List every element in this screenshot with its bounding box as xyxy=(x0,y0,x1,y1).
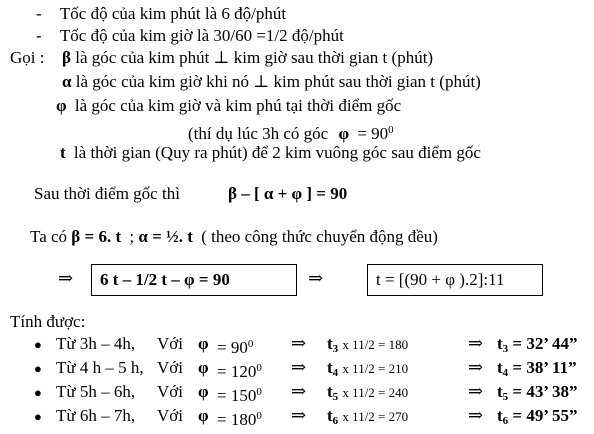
result-voi: Với xyxy=(157,406,183,425)
definition-phi xyxy=(56,96,401,116)
result-angle xyxy=(217,358,262,382)
alpha-symbol: α xyxy=(62,72,72,91)
result-range: Từ 3h – 4h, xyxy=(56,334,136,353)
result-value xyxy=(497,406,578,431)
phi-symbol: φ xyxy=(198,334,209,353)
angle-value: = 150 xyxy=(217,386,257,405)
example-text: (thí dụ lúc 3h có góc xyxy=(188,124,329,143)
angle-value: = 180 xyxy=(217,410,257,429)
equation-box-1 xyxy=(91,264,297,296)
phi-symbol: φ xyxy=(56,96,67,115)
implies-arrow: ⇒ xyxy=(291,405,307,425)
result-time: = 49’ 55” xyxy=(512,406,578,425)
implies-arrow: ⇒ xyxy=(291,333,307,353)
calc-text: x 11/2 = 270 xyxy=(342,409,409,424)
result-angle xyxy=(217,382,262,406)
definition-text: là góc của kim giờ và kim phú tại thời điểm gốc xyxy=(74,96,402,115)
t-symbol: t xyxy=(60,143,66,162)
t-symbol: t xyxy=(327,334,333,353)
result-t-calc xyxy=(327,382,408,407)
calc-text: x 11/2 = 240 xyxy=(342,385,409,400)
implies-arrow: ⇒ xyxy=(468,381,484,401)
implies-arrow: ⇒ xyxy=(468,357,484,377)
t-symbol: t xyxy=(327,406,333,425)
intro-text: Tốc độ của kim giờ là 30/60 =1/2 độ/phút xyxy=(59,26,344,45)
intro-line-2 xyxy=(36,26,344,46)
t-symbol: t xyxy=(497,406,503,425)
equation-box-2 xyxy=(367,264,543,296)
implies-arrow: ⇒ xyxy=(291,357,307,377)
dash: - xyxy=(36,26,42,45)
degree-sup: 0 xyxy=(256,410,262,422)
t-symbol: t xyxy=(327,382,333,401)
example-line xyxy=(188,120,394,144)
implies-arrow: ⇒ xyxy=(468,333,484,353)
tinh-duoc: Tính được: xyxy=(10,312,86,331)
calc-text: x 11/2 = 180 xyxy=(342,337,409,352)
t-subscript: 5 xyxy=(502,391,509,403)
goi-label: Gọi : xyxy=(10,48,45,67)
taco-pre: Ta có xyxy=(30,227,68,246)
degree-sup: 0 xyxy=(256,386,262,398)
definition-text: là góc của kim giờ khi nó ⊥ kim phút sau thời gian t (phút) xyxy=(75,72,481,91)
phi-symbol: φ xyxy=(338,124,350,143)
formula-beta: β = 6. t xyxy=(71,227,122,246)
separator: ; xyxy=(129,227,135,246)
phi-symbol: φ xyxy=(198,382,209,401)
bullet-icon: ● xyxy=(34,361,42,376)
origin-text: Sau thời điểm gốc thì xyxy=(34,184,180,203)
angle-value: = 120 xyxy=(217,362,257,381)
result-t-calc xyxy=(327,334,408,359)
formula-alpha: α = ½. t xyxy=(138,227,193,246)
dash: - xyxy=(36,4,42,23)
definition-text: là thời gian (Quy ra phút) để 2 kim vuông góc sau điểm gốc xyxy=(73,143,481,162)
result-angle xyxy=(217,406,262,430)
t-symbol: t xyxy=(497,334,503,353)
bullet-icon: ● xyxy=(34,409,42,424)
origin-formula: β – [ α + φ ] = 90 xyxy=(228,184,348,203)
bullet-icon: ● xyxy=(34,385,42,400)
result-t-calc xyxy=(327,358,408,383)
t-symbol: t xyxy=(327,358,333,377)
result-voi: Với xyxy=(157,334,183,353)
result-t-calc xyxy=(327,406,408,431)
phi-symbol: φ xyxy=(198,358,209,377)
example-value: = 90 xyxy=(357,124,389,143)
implies-arrow-2: ⇒ xyxy=(308,268,324,288)
phi-symbol: φ xyxy=(198,406,209,425)
bullet-icon: ● xyxy=(34,337,42,352)
implies-arrow: ⇒ xyxy=(468,405,484,425)
result-voi: Với xyxy=(157,382,183,401)
t-subscript: 3 xyxy=(502,343,509,355)
equation-text: 6 t – 1/2 t – φ = 90 xyxy=(100,270,230,289)
t-subscript: 3 xyxy=(332,343,339,355)
result-time: = 43’ 38” xyxy=(512,382,578,401)
t-subscript: 4 xyxy=(332,367,339,379)
result-time: = 38’ 11” xyxy=(512,358,577,377)
angle-value: = 90 xyxy=(217,338,248,357)
t-subscript: 6 xyxy=(502,415,509,427)
result-range: Từ 6h – 7h, xyxy=(56,406,136,425)
intro-text: Tốc độ của kim phút là 6 độ/phút xyxy=(59,4,287,23)
result-value xyxy=(497,334,578,359)
definition-text: là góc của kim phút ⊥ kim giờ sau thời gian t (phút) xyxy=(75,48,434,67)
result-angle xyxy=(217,334,253,358)
degree-sup: 0 xyxy=(256,362,262,374)
implies-arrow: ⇒ xyxy=(291,381,307,401)
result-value xyxy=(497,358,577,383)
degree-sup: 0 xyxy=(388,124,394,136)
degree-sup: 0 xyxy=(247,338,254,350)
t-symbol: t xyxy=(497,382,503,401)
result-range: Từ 5h – 6h, xyxy=(56,382,136,401)
t-subscript: 6 xyxy=(332,415,339,427)
t-subscript: 5 xyxy=(332,391,339,403)
result-time: = 32’ 44” xyxy=(512,334,578,353)
result-value xyxy=(497,382,578,407)
taco-line xyxy=(30,227,438,247)
calc-text: x 11/2 = 210 xyxy=(342,361,409,376)
implies-arrow-1: ⇒ xyxy=(58,268,74,288)
definition-beta xyxy=(62,48,433,68)
t-subscript: 4 xyxy=(502,367,509,379)
intro-line-1 xyxy=(36,4,286,24)
definition-alpha xyxy=(62,72,481,92)
definition-t xyxy=(60,143,481,163)
t-symbol: t xyxy=(497,358,503,377)
result-range: Từ 4 h – 5 h, xyxy=(56,358,144,377)
beta-symbol: β xyxy=(62,48,71,67)
equation-text: t = [(90 + φ ).2]:11 xyxy=(376,270,505,289)
taco-post: ( theo công thức chuyển động đều) xyxy=(201,227,438,246)
result-voi: Với xyxy=(157,358,183,377)
